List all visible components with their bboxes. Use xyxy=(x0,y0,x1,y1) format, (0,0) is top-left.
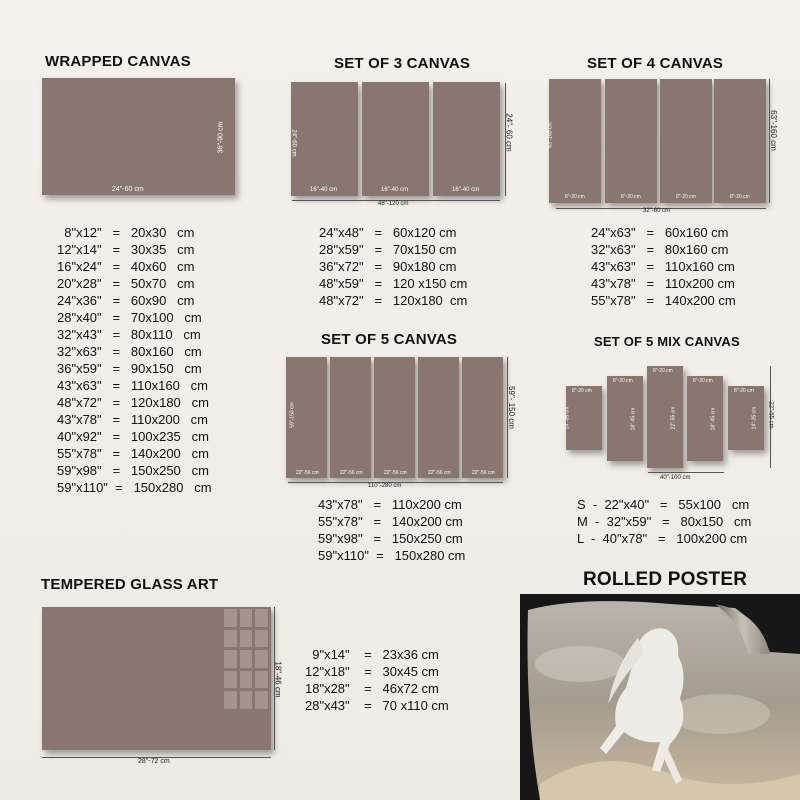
wrapped-size-row: 43"x78" = 110x200 cm xyxy=(57,412,208,427)
set5-size-row: 43"x78" = 110x200 cm xyxy=(318,497,462,512)
set5-size-list xyxy=(318,496,465,564)
glass-size-list xyxy=(305,646,449,714)
set5-height-label: 59"- 150 cm xyxy=(506,386,516,429)
glass-size-row: 12"x18" = 30x45 cm xyxy=(305,664,439,679)
set4-title: SET OF 4 CANVAS xyxy=(587,55,724,72)
set4-panel-3 xyxy=(660,79,712,203)
set4-panel-2 xyxy=(605,79,657,203)
set5-panel-4-label: 22"-56 cm xyxy=(428,470,451,476)
set5mix-p1-width: 8"-20 cm xyxy=(572,388,592,394)
glass-width-label: 28"-72 cm xyxy=(138,758,170,765)
wrapped-canvas-panel xyxy=(42,78,235,195)
set3-panel-1-label: 16"-40 cm xyxy=(310,187,338,193)
set5mix-panel-3 xyxy=(647,366,683,468)
set5mix-p2-width: 8"-20 cm xyxy=(613,378,633,384)
set4-size-row: 43"x78" = 110x200 cm xyxy=(591,276,735,291)
set5mix-width-label: 40"-100 cm xyxy=(660,475,691,481)
set3-panel-3-label: 16"-40 cm xyxy=(452,187,480,193)
wrapped-size-list xyxy=(57,224,212,496)
set5-size-row: 59"x110" = 150x280 cm xyxy=(318,548,466,563)
set3-panel-1 xyxy=(291,82,358,196)
set5mix-size-list xyxy=(577,496,751,547)
set5mix-size-row: M - 32"x59" = 80x150 cm xyxy=(577,514,752,529)
set5mix-p1-height: 14"-35 cm xyxy=(564,406,571,430)
set4-panel-1 xyxy=(549,79,601,203)
set3-panel-2 xyxy=(362,82,429,196)
set5mix-size-row: S - 22"x40" = 55x100 cm xyxy=(577,497,750,512)
set3-height-label: 24"- 60 cm xyxy=(504,113,514,152)
glass-size-row: 28"x43" = 70 x110 cm xyxy=(305,698,449,713)
wrapped-size-row: 32"x43" = 80x110 cm xyxy=(57,327,201,342)
set3-title: SET OF 3 CANVAS xyxy=(334,55,471,72)
set5-size-row: 55"x78" = 140x200 cm xyxy=(318,514,463,529)
poster-title: ROLLED POSTER xyxy=(583,569,748,590)
set5mix-size-row: L - 40"x78" = 100x200 cm xyxy=(577,531,748,546)
set5mix-panel-5 xyxy=(728,386,764,450)
set5mix-panel-1 xyxy=(566,386,602,450)
set5mix-p3-width: 8"-20 cm xyxy=(653,368,673,374)
set4-size-row: 55"x78" = 140x200 cm xyxy=(591,293,736,308)
glass-title: TEMPERED GLASS ART xyxy=(41,576,219,593)
set5-panel-4 xyxy=(418,357,459,478)
wrapped-size-row: 59"x98" = 150x250 cm xyxy=(57,463,209,478)
set3-size-row: 48"x72" = 120x180 cm xyxy=(319,293,468,308)
wrapped-size-row: 8"x12" = 20x30 cm xyxy=(57,225,195,240)
set5mix-width-line xyxy=(648,472,724,473)
set5mix-p5-width: 8"-20 cm xyxy=(734,388,754,394)
wrapped-size-row: 59"x110" = 150x280 cm xyxy=(57,480,212,495)
wrapped-size-row: 16"x24" = 40x60 cm xyxy=(57,259,195,274)
set5-width-label: 110"-280 cm xyxy=(368,483,402,489)
set3-size-list xyxy=(319,224,467,309)
set5-panel-5 xyxy=(462,357,503,478)
set5-panel-height-label: 59"-150 cm xyxy=(289,402,296,428)
set3-size-row: 36"x72" = 90x180 cm xyxy=(319,259,457,274)
wrapped-size-row: 12"x14" = 30x35 cm xyxy=(57,242,195,257)
set3-panel-height-label: 24"-60 cm xyxy=(290,129,297,157)
set5mix-p4-width: 8"-20 cm xyxy=(693,378,713,384)
set4-size-list xyxy=(591,224,736,309)
set5-panel-1-label: 22"-56 cm xyxy=(296,470,319,476)
wrapped-width-label: 24"-60 cm xyxy=(112,186,144,193)
set5mix-panel-4 xyxy=(687,376,723,461)
wrapped-size-row: 36"x59" = 90x150 cm xyxy=(57,361,202,376)
glass-size-row: 9"x14" = 23x36 cm xyxy=(305,647,439,662)
set5-size-row: 59"x98" = 150x250 cm xyxy=(318,531,463,546)
wrapped-size-row: 32"x63" = 80x160 cm xyxy=(57,344,202,359)
set3-size-row: 48"x59" = 120 x150 cm xyxy=(319,276,468,291)
wrapped-size-row: 55"x78" = 140x200 cm xyxy=(57,446,209,461)
set4-panel-1-label: 8"-20 cm xyxy=(565,194,585,200)
set5mix-height-label: 22"-55 cm xyxy=(767,401,774,429)
set5mix-title: SET OF 5 MIX CANVAS xyxy=(594,334,740,349)
set5mix-p3-height: 22"-55 cm xyxy=(670,406,677,430)
set4-panel-3-label: 8"-20 cm xyxy=(676,194,696,200)
set5mix-p2-height: 18"-45 cm xyxy=(630,407,637,431)
set4-size-row: 43"x63" = 110x160 cm xyxy=(591,259,735,274)
wrapped-size-row: 28"x40" = 70x100 cm xyxy=(57,310,202,325)
wrapped-size-row: 48"x72" = 120x180 cm xyxy=(57,395,209,410)
set4-panel-2-label: 8"-20 cm xyxy=(621,194,641,200)
set4-size-row: 32"x63" = 80x160 cm xyxy=(591,242,729,257)
set5-title: SET OF 5 CANVAS xyxy=(321,331,458,348)
set4-size-row: 24"x63" = 60x160 cm xyxy=(591,225,729,240)
set3-size-row: 28"x59" = 70x150 cm xyxy=(319,242,457,257)
glass-reflection xyxy=(224,609,268,709)
set5mix-panel-2 xyxy=(607,376,643,461)
set3-panel-2-label: 16"-40 cm xyxy=(381,187,409,193)
wrapped-size-row: 43"x63" = 110x160 cm xyxy=(57,378,208,393)
set5-panel-3-label: 22"-56 cm xyxy=(384,470,407,476)
set5mix-p5-height: 14"-35 cm xyxy=(751,406,758,430)
wrapped-size-row: 40"x92" = 100x235 cm xyxy=(57,429,209,444)
set3-size-row: 24"x48" = 60x120 cm xyxy=(319,225,457,240)
wrapped-canvas-title: WRAPPED CANVAS xyxy=(45,53,191,70)
set4-width-label: 32"-80 cm xyxy=(643,208,671,214)
set5mix-p4-height: 18"-45 cm xyxy=(710,407,717,431)
set3-panel-3 xyxy=(433,82,500,196)
set5-panel-2-label: 22"-56 cm xyxy=(340,470,363,476)
glass-size-row: 18"x28" = 46x72 cm xyxy=(305,681,439,696)
set4-panel-4 xyxy=(714,79,766,203)
set3-width-label: 48"-120 cm xyxy=(378,201,409,207)
wrapped-size-row: 20"x28" = 50x70 cm xyxy=(57,276,195,291)
set4-height-label: 63"-160 cm xyxy=(768,110,778,151)
glass-height-label: 18"-46 cm xyxy=(273,661,283,698)
rolled-horse-poster-illustration xyxy=(520,594,800,800)
set5-panel-3 xyxy=(374,357,415,478)
set5-panel-2 xyxy=(330,357,371,478)
poster-image xyxy=(520,594,800,800)
set4-panel-4-label: 8"-20 cm xyxy=(730,194,750,200)
wrapped-size-row: 24"x36" = 60x90 cm xyxy=(57,293,195,308)
wrapped-height-label: 36"-90 cm xyxy=(217,121,225,154)
set4-panel-height-label: 63"-160 cm xyxy=(547,122,554,148)
set5-panel-5-label: 22"-56 cm xyxy=(472,470,495,476)
